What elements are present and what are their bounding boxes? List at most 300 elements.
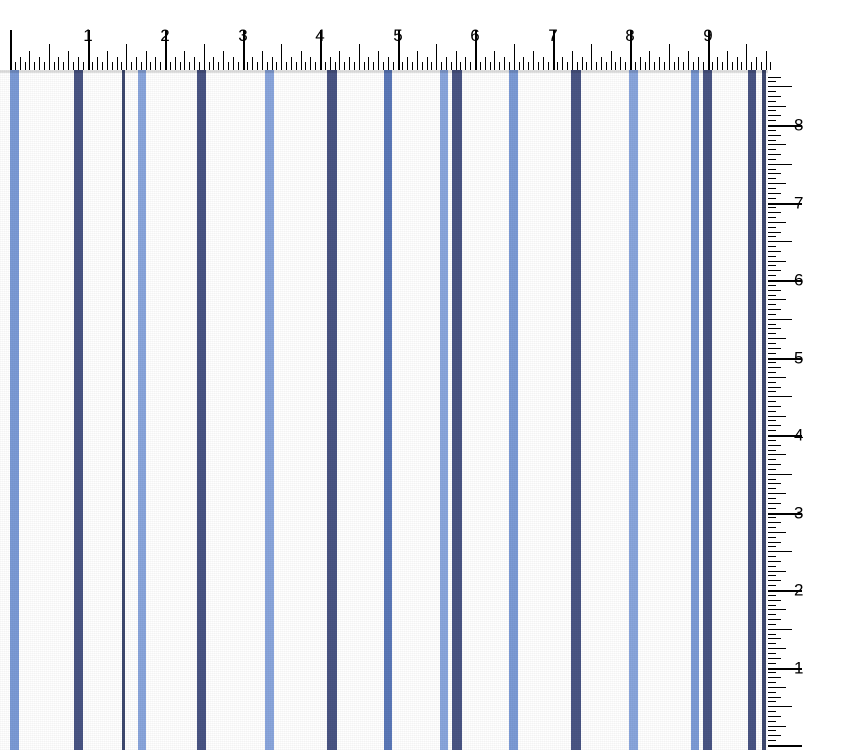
vertical-ruler: [768, 70, 846, 750]
ruler-tick: [768, 198, 776, 199]
ruler-tick: [727, 51, 728, 70]
ruler-tick: [335, 62, 336, 70]
ruler-tick: [528, 62, 529, 70]
ruler-tick: [768, 600, 781, 601]
ruler-tick: [25, 62, 26, 70]
ruler-tick: [768, 571, 786, 572]
fabric-stripe: [452, 70, 462, 750]
ruler-tick: [768, 232, 781, 233]
ruler-tick: [768, 735, 781, 736]
ruler-tick: [768, 217, 776, 218]
ruler-tick: [688, 51, 689, 70]
fabric-stripe: [10, 70, 19, 750]
fabric-stripe: [197, 70, 206, 750]
ruler-tick: [768, 353, 776, 354]
ruler-tick: [698, 57, 699, 70]
ruler-tick: [768, 459, 776, 460]
ruler-tick: [286, 62, 287, 70]
ruler-tick: [102, 62, 103, 70]
ruler-tick: [223, 51, 224, 70]
ruler-tick: [768, 726, 786, 727]
ruler-tick: [184, 51, 185, 70]
ruler-tick: [78, 57, 79, 70]
ruler-tick: [768, 154, 781, 155]
ruler-tick: [768, 290, 781, 291]
fabric-stripe: [691, 70, 699, 750]
ruler-tick: [768, 314, 776, 315]
ruler-tick: [768, 256, 776, 257]
ruler-tick: [373, 62, 374, 70]
ruler-tick: [83, 62, 84, 70]
ruler-tick: [649, 51, 650, 70]
ruler-tick: [635, 62, 636, 70]
ruler-tick: [768, 110, 776, 111]
ruler-tick: [768, 178, 776, 179]
ruler-tick: [768, 362, 776, 363]
ruler-tick: [470, 62, 471, 70]
ruler-tick: [533, 51, 534, 70]
ruler-tick: [768, 159, 776, 160]
fabric-stripe: [703, 70, 712, 750]
ruler-tick: [768, 716, 781, 717]
ruler-tick: [301, 51, 302, 70]
ruler-label: 2: [794, 580, 804, 600]
ruler-tick: [768, 537, 776, 538]
ruler-tick: [388, 57, 389, 70]
ruler-tick: [768, 401, 776, 402]
ruler-tick: [393, 62, 394, 70]
ruler-tick: [281, 44, 282, 70]
ruler-tick: [768, 333, 776, 334]
ruler-tick: [136, 57, 137, 70]
ruler-tick: [107, 51, 108, 70]
ruler-tick: [567, 62, 568, 70]
ruler-tick: [257, 62, 258, 70]
ruler-tick: [768, 193, 781, 194]
ruler-tick: [768, 164, 792, 165]
ruler-tick: [768, 212, 781, 213]
ruler-tick: [768, 270, 781, 271]
ruler-tick: [131, 62, 132, 70]
fabric-stripe: [122, 70, 125, 750]
ruler-tick: [768, 275, 776, 276]
ruler-tick: [359, 44, 360, 70]
ruler-tick: [717, 57, 718, 70]
ruler-tick: [451, 62, 452, 70]
ruler-tick: [768, 585, 776, 586]
fabric-stripe: [571, 70, 581, 750]
ruler-tick: [768, 236, 776, 237]
ruler-tick: [460, 62, 461, 70]
ruler-tick: [678, 57, 679, 70]
ruler-tick: [768, 711, 776, 712]
ruler-tick: [768, 687, 786, 688]
ruler-tick: [538, 62, 539, 70]
ruler-tick: [112, 62, 113, 70]
ruler-tick: [768, 420, 776, 421]
ruler-tick: [543, 57, 544, 70]
ruler-tick: [768, 677, 781, 678]
ruler-tick: [768, 503, 781, 504]
ruler-tick: [441, 62, 442, 70]
ruler-tick: [669, 44, 670, 70]
ruler-label: 4: [794, 425, 804, 445]
ruler-tick: [768, 517, 776, 518]
ruler-tick: [620, 57, 621, 70]
ruler-tick: [768, 575, 776, 576]
ruler-tick: [768, 483, 781, 484]
ruler-tick: [768, 377, 786, 378]
ruler-tick: [654, 62, 655, 70]
ruler-tick: [768, 324, 776, 325]
ruler-tick: [407, 57, 408, 70]
ruler-tick: [768, 241, 792, 242]
fabric-stripe: [74, 70, 83, 750]
ruler-tick: [436, 44, 437, 70]
ruler-tick: [768, 672, 776, 673]
ruler-tick: [315, 62, 316, 70]
ruler-tick: [209, 62, 210, 70]
ruler-tick: [34, 62, 35, 70]
fabric-stripe: [440, 70, 448, 750]
ruler-tick: [768, 619, 781, 620]
ruler-tick: [213, 57, 214, 70]
ruler-label: 2: [160, 26, 170, 45]
ruler-tick: [768, 416, 786, 417]
ruler-tick: [712, 62, 713, 70]
ruler-tick: [189, 62, 190, 70]
ruler-tick: [68, 51, 69, 70]
ruler-tick: [10, 30, 12, 70]
ruler-tick: [768, 295, 776, 296]
ruler-tick: [768, 609, 786, 610]
ruler-tick: [768, 91, 776, 92]
ruler-tick: [150, 62, 151, 70]
ruler-tick: [523, 57, 524, 70]
ruler-tick: [768, 285, 776, 286]
ruler-tick: [325, 62, 326, 70]
ruler-tick: [768, 556, 776, 557]
ruler-tick: [768, 614, 776, 615]
ruler-tick: [465, 57, 466, 70]
ruler-tick: [693, 62, 694, 70]
ruler-tick: [233, 57, 234, 70]
ruler-tick: [768, 469, 776, 470]
ruler-tick: [170, 62, 171, 70]
ruler-label: 7: [548, 26, 558, 45]
ruler-tick: [252, 57, 253, 70]
ruler-tick: [768, 493, 786, 494]
fabric-stripe: [748, 70, 756, 750]
ruler-label: 7: [794, 193, 804, 213]
fabric-stripe: [384, 70, 392, 750]
ruler-tick: [703, 62, 704, 70]
ruler-tick: [417, 51, 418, 70]
ruler-tick: [768, 391, 776, 392]
ruler-tick: [768, 454, 786, 455]
ruler-tick: [768, 319, 792, 320]
ruler-tick: [768, 120, 776, 121]
ruler-tick: [344, 62, 345, 70]
ruler-tick: [645, 62, 646, 70]
ruler-tick: [768, 77, 781, 78]
ruler-tick: [509, 62, 510, 70]
ruler-tick: [737, 57, 738, 70]
ruler-tick: [276, 62, 277, 70]
fabric-stripe: [509, 70, 518, 750]
ruler-tick: [354, 62, 355, 70]
ruler-tick: [330, 57, 331, 70]
ruler-tick: [262, 51, 263, 70]
ruler-tick: [267, 62, 268, 70]
ruler-tick: [768, 730, 776, 731]
fabric-swatch: [0, 70, 768, 750]
ruler-tick: [768, 508, 776, 509]
ruler-tick: [768, 445, 781, 446]
ruler-tick: [770, 62, 771, 70]
ruler-tick: [768, 135, 781, 136]
ruler-tick: [768, 706, 792, 707]
ruler-tick: [615, 62, 616, 70]
ruler-tick: [339, 51, 340, 70]
horizontal-ruler: [0, 0, 846, 70]
ruler-tick: [446, 57, 447, 70]
ruler-tick: [768, 527, 776, 528]
ruler-tick: [768, 86, 792, 87]
ruler-tick: [768, 299, 786, 300]
ruler-tick: [504, 57, 505, 70]
ruler-tick: [768, 479, 776, 480]
ruler-label: 1: [794, 658, 804, 678]
ruler-tick: [664, 62, 665, 70]
ruler-label: 8: [794, 115, 804, 135]
ruler-tick: [768, 721, 776, 722]
ruler-tick: [180, 62, 181, 70]
ruler-tick: [15, 62, 16, 70]
ruler-tick: [402, 62, 403, 70]
ruler-tick: [768, 663, 776, 664]
fabric-stripe: [265, 70, 274, 750]
ruler-tick: [247, 62, 248, 70]
ruler-tick: [768, 387, 781, 388]
ruler-tick: [228, 62, 229, 70]
ruler-tick: [768, 629, 792, 630]
ruler-tick: [768, 169, 776, 170]
ruler-tick: [606, 62, 607, 70]
ruler-tick: [768, 605, 776, 606]
ruler-tick: [582, 57, 583, 70]
ruler-tick: [291, 57, 292, 70]
ruler-tick: [768, 173, 781, 174]
ruler-tick: [572, 51, 573, 70]
ruler-tick: [768, 542, 781, 543]
ruler-tick: [117, 57, 118, 70]
ruler-tick: [768, 81, 776, 82]
ruler-tick: [577, 62, 578, 70]
ruler-tick: [768, 697, 781, 698]
ruler-tick: [768, 643, 776, 644]
ruler-tick: [54, 62, 55, 70]
ruler-tick: [218, 62, 219, 70]
ruler-tick: [39, 57, 40, 70]
ruler-tick: [494, 51, 495, 70]
ruler-tick: [768, 498, 776, 499]
ruler-tick: [722, 62, 723, 70]
ruler-tick: [141, 62, 142, 70]
ruler-tick: [768, 304, 776, 305]
ruler-tick: [58, 57, 59, 70]
ruler-tick: [768, 658, 781, 659]
ruler-tick: [92, 62, 93, 70]
ruler-tick: [732, 62, 733, 70]
ruler-tick: [768, 348, 781, 349]
ruler-tick: [368, 57, 369, 70]
ruler-tick: [422, 62, 423, 70]
ruler-tick: [490, 62, 491, 70]
ruler-tick: [514, 44, 515, 70]
ruler-tick: [175, 57, 176, 70]
ruler-tick: [768, 382, 776, 383]
ruler-tick: [519, 62, 520, 70]
ruler-label: 5: [794, 348, 804, 368]
ruler-label: 4: [315, 26, 325, 45]
ruler-tick: [768, 634, 776, 635]
ruler-tick: [768, 246, 776, 247]
ruler-tick: [146, 51, 147, 70]
ruler-tick: [768, 648, 786, 649]
ruler-tick: [591, 44, 592, 70]
ruler-tick: [768, 372, 776, 373]
ruler-tick: [155, 57, 156, 70]
ruler-tick: [480, 62, 481, 70]
ruler-tick: [768, 106, 786, 107]
ruler-label: 3: [238, 26, 248, 45]
ruler-tick: [272, 57, 273, 70]
ruler-tick: [768, 265, 776, 266]
ruler-tick: [768, 406, 781, 407]
ruler-tick: [768, 96, 781, 97]
ruler-tick: [199, 62, 200, 70]
ruler-tick: [674, 62, 675, 70]
ruler-tick: [768, 638, 781, 639]
ruler-tick: [768, 546, 776, 547]
ruler-tick: [768, 566, 776, 567]
ruler-tick: [238, 62, 239, 70]
ruler-tick: [768, 130, 776, 131]
ruler-tick: [63, 62, 64, 70]
ruler-tick: [768, 183, 786, 184]
ruler-label: 1: [83, 26, 93, 45]
ruler-label: 6: [470, 26, 480, 45]
ruler-tick: [768, 522, 781, 523]
ruler-tick: [20, 57, 21, 70]
fabric-top-edge: [0, 70, 768, 73]
ruler-tick: [683, 62, 684, 70]
ruler-tick: [768, 580, 781, 581]
ruler-tick: [659, 57, 660, 70]
ruler-tick: [768, 343, 776, 344]
ruler-tick: [378, 51, 379, 70]
ruler-tick: [768, 425, 781, 426]
ruler-tick: [768, 101, 776, 102]
ruler-label: 5: [393, 26, 403, 45]
ruler-tick: [601, 57, 602, 70]
ruler-tick: [768, 144, 786, 145]
ruler-tick: [427, 57, 428, 70]
ruler-tick: [768, 222, 786, 223]
ruler-tick: [611, 51, 612, 70]
ruler-tick: [768, 227, 776, 228]
ruler-tick: [768, 450, 776, 451]
ruler-tick: [296, 62, 297, 70]
ruler-tick: [768, 682, 776, 683]
fabric-stripe: [629, 70, 638, 750]
ruler-tick: [121, 62, 122, 70]
ruler-tick: [768, 595, 776, 596]
ruler-tick: [768, 474, 792, 475]
ruler-tick: [364, 62, 365, 70]
ruler-tick: [548, 62, 549, 70]
ruler-tick: [768, 440, 776, 441]
ruler-tick: [751, 62, 752, 70]
ruler-tick: [44, 62, 45, 70]
ruler-tick: [768, 309, 781, 310]
ruler-tick: [768, 328, 781, 329]
ruler-tick: [349, 57, 350, 70]
ruler-tick: [741, 62, 742, 70]
ruler-tick: [768, 624, 776, 625]
ruler-tick: [310, 57, 311, 70]
ruler-tick: [768, 745, 802, 747]
ruler-tick: [768, 261, 786, 262]
ruler-tick: [768, 551, 792, 552]
ruler-tick: [586, 62, 587, 70]
ruler-tick: [412, 62, 413, 70]
fabric-stripe: [327, 70, 337, 750]
ruler-tick: [768, 207, 776, 208]
ruler-tick: [596, 62, 597, 70]
ruler-tick: [29, 51, 30, 70]
ruler-tick: [768, 430, 776, 431]
ruler-tick: [768, 188, 776, 189]
ruler-tick: [768, 338, 786, 339]
ruler-tick: [485, 57, 486, 70]
ruler-tick: [768, 149, 776, 150]
ruler-tick: [456, 51, 457, 70]
ruler-tick: [768, 396, 792, 397]
ruler-tick: [746, 44, 747, 70]
ruler-tick: [768, 251, 781, 252]
ruler-tick: [768, 411, 776, 412]
ruler-tick: [126, 44, 127, 70]
ruler-label: 8: [625, 26, 635, 45]
ruler-tick: [766, 51, 767, 70]
ruler-tick: [768, 701, 776, 702]
ruler-label: 9: [703, 26, 713, 45]
ruler-label: 6: [794, 270, 804, 290]
ruler-tick: [768, 740, 776, 741]
ruler-tick: [768, 115, 781, 116]
ruler-tick: [761, 62, 762, 70]
ruler-tick: [756, 57, 757, 70]
ruler-tick: [768, 367, 781, 368]
fabric-stripe: [762, 70, 766, 750]
ruler-tick: [160, 62, 161, 70]
ruler-tick: [768, 653, 776, 654]
ruler-tick: [97, 57, 98, 70]
ruler-tick: [204, 44, 205, 70]
ruler-tick: [768, 561, 781, 562]
